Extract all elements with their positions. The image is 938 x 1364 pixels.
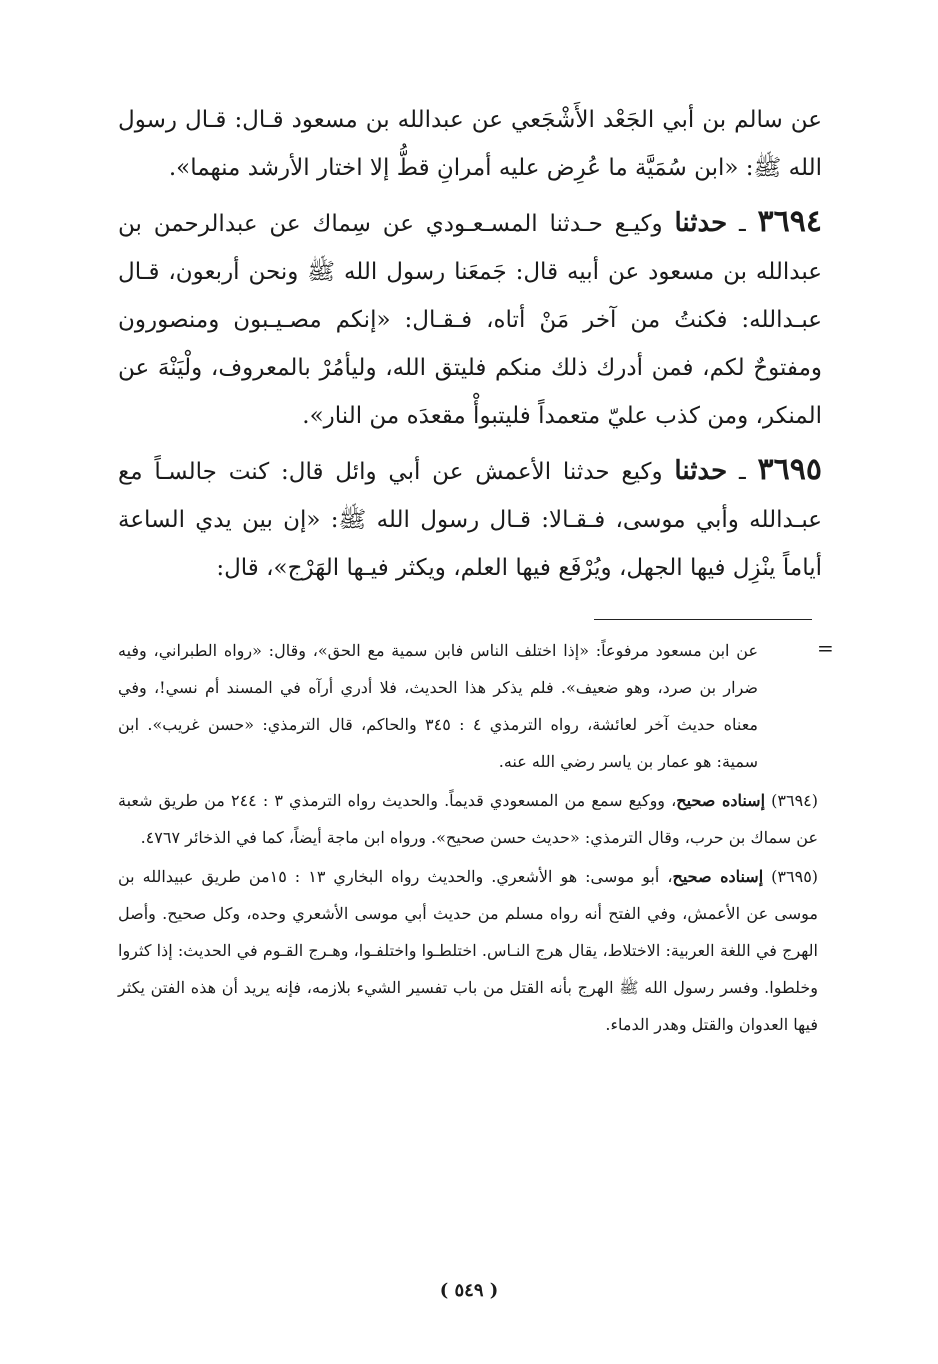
hadith-lead-word: حدثنا — [674, 208, 728, 238]
footnote-grade: إسناده صحيح — [676, 791, 766, 810]
footnote-ref: (٣٦٩٤) — [765, 791, 819, 810]
hadith-lead-word: حدثنا — [674, 456, 728, 486]
hadith-text: وكيـع حـدثنا المسـعـودي عن سِماك عن عبدالرحمن بن عبدالله بن مسعود عن أبيه قال: جَمعَنا رسول الله ﷺ ونحن أربعون، قـال عبـدالله: فكنتُ من آخر مَنْ أتاه، فـقـال: «إنكم مصـيـبون ومنصورون ومفتوحٌ لكم، فمن أدرك ذلك منكم فليتق الله، وليأمُرْ بالمعروف، ولْيَنْهَ عن المنكر، ومن كذب عليّ متعمداً فليتبوأْ مقعدَه من النار». — [118, 211, 822, 429]
hadith-3694 — [118, 198, 822, 440]
main-text — [118, 96, 822, 592]
footnote-3694 — [118, 782, 818, 856]
footnote-continuation-mark: = — [817, 636, 834, 660]
footnote-grade: إسناده صحيح — [672, 867, 764, 886]
page-number: ( ٥٤٩ ) — [439, 1280, 499, 1301]
footnote-3695 — [118, 858, 818, 1043]
hadith-number: ٣٦٩٤ — [757, 204, 822, 239]
footnotes — [118, 632, 818, 1043]
hadith-3695 — [118, 446, 822, 592]
hadith-dash: ـ — [727, 211, 758, 237]
footnote-text: ، أبو موسى: هو الأشعري. والحديث رواه البخاري ١٣ : ١٥من طريق عبيدالله بن موسى عن الأعمش، وفي الفتح أنه رواه مسلم من حديث أبي موسى الأشعري وحده، وكل صحيح. وأصل الهرج في اللغة العربية: الاختلاط، يقال هرج النـاس. اختلطـوا واختلفـوا، وهـرج القـوم في الحديث: إذا كثروا وخلطوا. وفسر رسول الله ﷺ الهرج بأنه القتل من باب تفسير الشيء بلازمه، فإنه يريد أن هذه الفتن يكثر فيها العدوان والقتل وهدر الدماء. — [118, 867, 818, 1034]
footnote-text: ، ووكيع سمع من المسعودي قديماً. والحديث رواه الترمذي ٣ : ٢٤٤ من طريق شعبة عن سماك بن حرب، وقال الترمذي: «حديث حسن صحيح». ورواه ابن ماجة أيضاً، كما في الذخائر ٤٧٦٧. — [118, 791, 818, 847]
footnote-separator — [594, 619, 812, 620]
hadith-text: وكيع حدثنا الأعمش عن أبي وائل قال: كنت جالسـاً مع عبـدالله وأبي موسى، فـقـالا: قـال رسول الله ﷺ: «إن بين يدي الساعة أياماً ينْزِل فيها الجهل، ويُرْفَع فيها العلم، ويكثر فيـها الهَرْج»، قال: — [118, 459, 822, 581]
hadith-intro-paragraph: عن سالم بن أبي الجَعْد الأَشْجَعي عن عبدالله بن مسعود قـال: قـال رسول الله ﷺ: «ابن سُمَيَّة ما عُرِض عليه أمرانِ قطُّ إلا اختار الأرشد منهما». — [118, 107, 822, 181]
hadith-dash: ـ — [727, 459, 758, 485]
footnote-ref: (٣٦٩٥) — [763, 867, 819, 886]
footnote-continuation: عن ابن مسعود مرفوعاً: «إذا اختلف الناس فابن سمية مع الحق»، وقال: «رواه الطبراني، وفيه ضرار بن صرد، وهو ضعيف». فلم يذكر هذا الحديث، فلا أدري أرآه في المسند أم نسي!، وفي معناه حديث آخر لعائشة، رواه الترمذي ٤ : ٣٤٥ والحاكم، قال الترمذي: «حسن غريب». ابن سمية: هو عمار بن ياسر رضي الله عنه. — [118, 641, 759, 771]
hadith-number: ٣٦٩٥ — [757, 452, 822, 487]
